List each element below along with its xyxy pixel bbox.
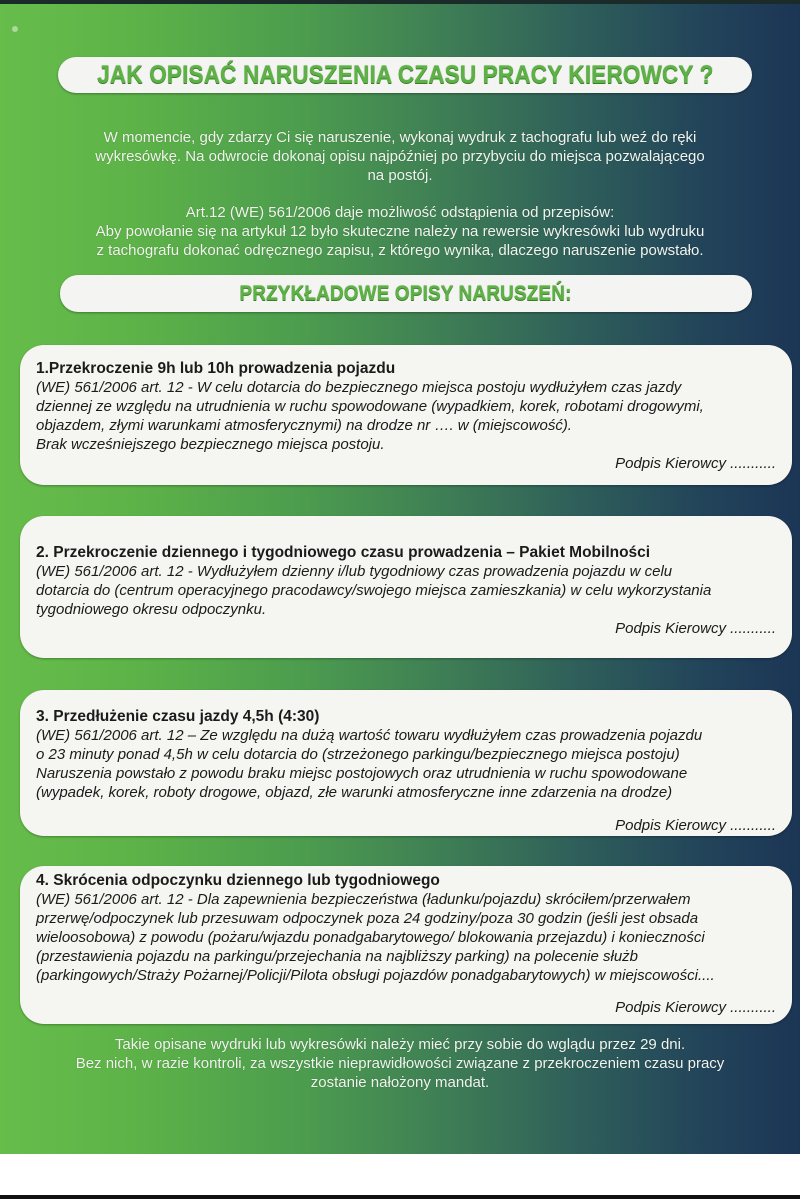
example-body-line: wieloosobowa) z powodu (pożaru/wjazdu ponadgabarytowego/ blokowania przejazdu) i konieczności — [36, 929, 705, 946]
intro-line: na postój. — [367, 167, 433, 184]
example-body-line: (przestawienia pojazdu na parkingu/przejechania na najbliższy parking) na polecenie służb — [36, 948, 639, 965]
driver-signature-field: Podpis Kierowcy ........... — [615, 817, 776, 834]
page-title: JAK OPISAĆ NARUSZENIA CZASU PRACY KIEROWCY ? — [96, 60, 714, 89]
section-title: PRZYKŁADOWE OPISY NARUSZEŃ: — [239, 281, 573, 305]
example-title: 2. Przekroczenie dziennego i tygodniowego czasu prowadzenia – Pakiet Mobilności — [36, 544, 651, 561]
example-body-line: (WE) 561/2006 art. 12 - Dla zapewnienia bezpieczeństwa (ładunku/pojazdu) skróciłem/przerwałem — [36, 891, 691, 908]
example-body-line: tygodniowego okresu odpoczynku. — [36, 601, 267, 618]
example-card-3 — [20, 690, 792, 836]
example-body-line: (wypadek, korek, roboty drogowe, objazd, złe warunki atmosferyczne inne zdarzenia na drodze) — [36, 784, 673, 801]
intro-line: Art.12 (WE) 561/2006 daje możliwość odstąpienia od przepisów: — [185, 204, 615, 221]
intro-paragraph-2 — [20, 203, 780, 260]
example-body-line: o 23 minuty ponad 4,5h w celu dotarcia do (strzeżonego parkingu/bezpiecznego miejsca postoju) — [36, 746, 680, 763]
scan-artifact — [12, 26, 18, 32]
example-body-line: przerwę/odpoczynek lub przesuwam odpoczynek poza 24 godziny/poza 30 godzin (jeśli jest obsada — [36, 910, 699, 927]
driver-signature-field: Podpis Kierowcy ........... — [615, 999, 776, 1016]
footer-line: zostanie nałożony mandat. — [310, 1074, 490, 1091]
example-body-line: (WE) 561/2006 art. 12 - Wydłużyłem dzienny i/lub tygodniowy czas prowadzenia pojazdu w celu — [36, 563, 673, 580]
example-title: 1.Przekroczenie 9h lub 10h prowadzenia pojazdu — [36, 360, 396, 377]
driver-signature-field: Podpis Kierowcy ........... — [615, 620, 776, 637]
intro-paragraph-1 — [20, 128, 780, 185]
example-body-line: objazdem, złymi warunkami atmosferycznymi) na drodze nr …. w (miejscowość). — [36, 417, 572, 434]
intro-line: W momencie, gdy zdarzy Ci się naruszenie, wykonaj wydruk z tachografu lub weź do ręki — [103, 129, 697, 146]
example-body-line: Brak wcześniejszego bezpiecznego miejsca postoju. — [36, 436, 385, 453]
poster-background — [0, 4, 800, 1154]
intro-line: wykresówkę. Na odwrocie dokonaj opisu najpóźniej po przybyciu do miejsca pozwalającego — [95, 148, 705, 165]
example-card-1 — [20, 345, 792, 485]
intro-line: Aby powołanie się na artykuł 12 było skuteczne należy na rewersie wykresówki lub wydruku — [95, 223, 705, 240]
example-body-line: (WE) 561/2006 art. 12 - W celu dotarcia do bezpiecznego miejsca postoju wydłużyłem czas jazdy — [36, 379, 682, 396]
example-card-4 — [20, 866, 792, 1024]
section-banner — [60, 275, 752, 312]
example-card-2 — [20, 516, 792, 658]
example-body-line: Naruszenia powstało z powodu braku miejsc postojowych oraz utrudnienia w ruchu spowodowane — [36, 765, 688, 782]
driver-signature-field: Podpis Kierowcy ........... — [615, 455, 776, 472]
example-body-line: (WE) 561/2006 art. 12 – Ze względu na dużą wartość towaru wydłużyłem czas prowadzenia pojazdu — [36, 727, 703, 744]
header-banner — [58, 57, 752, 93]
example-title: 4. Skrócenia odpoczynku dziennego lub tygodniowego — [36, 872, 440, 889]
example-body-line: dziennej ze względu na utrudnienia w ruchu spowodowane (wypadkiem, korek, robotami drogowymi, — [36, 398, 704, 415]
bottom-border — [0, 1195, 800, 1199]
example-title: 3. Przedłużenie czasu jazdy 4,5h (4:30) — [36, 708, 320, 725]
example-body-line: dotarcia do (centrum operacyjnego pracodawcy/swojego miejsca zamieszkania) w celu wykorzystania — [36, 582, 712, 599]
footer-line: Bez nich, w razie kontroli, za wszystkie nieprawidłowości związane z przekroczeniem czasu pracy — [75, 1055, 725, 1072]
intro-line: z tachografu dokonać odręcznego zapisu, z którego wynika, dlaczego naruszenie powstało. — [96, 242, 704, 259]
footer-note — [20, 1035, 780, 1092]
footer-line: Takie opisane wydruki lub wykresówki należy mieć przy sobie do wglądu przez 29 dni. — [114, 1036, 686, 1053]
example-body-line: (parkingowych/Straży Pożarnej/Policji/Pilota obsługi pojazdów ponadgabarytowych) w miejscowości.... — [36, 967, 715, 984]
